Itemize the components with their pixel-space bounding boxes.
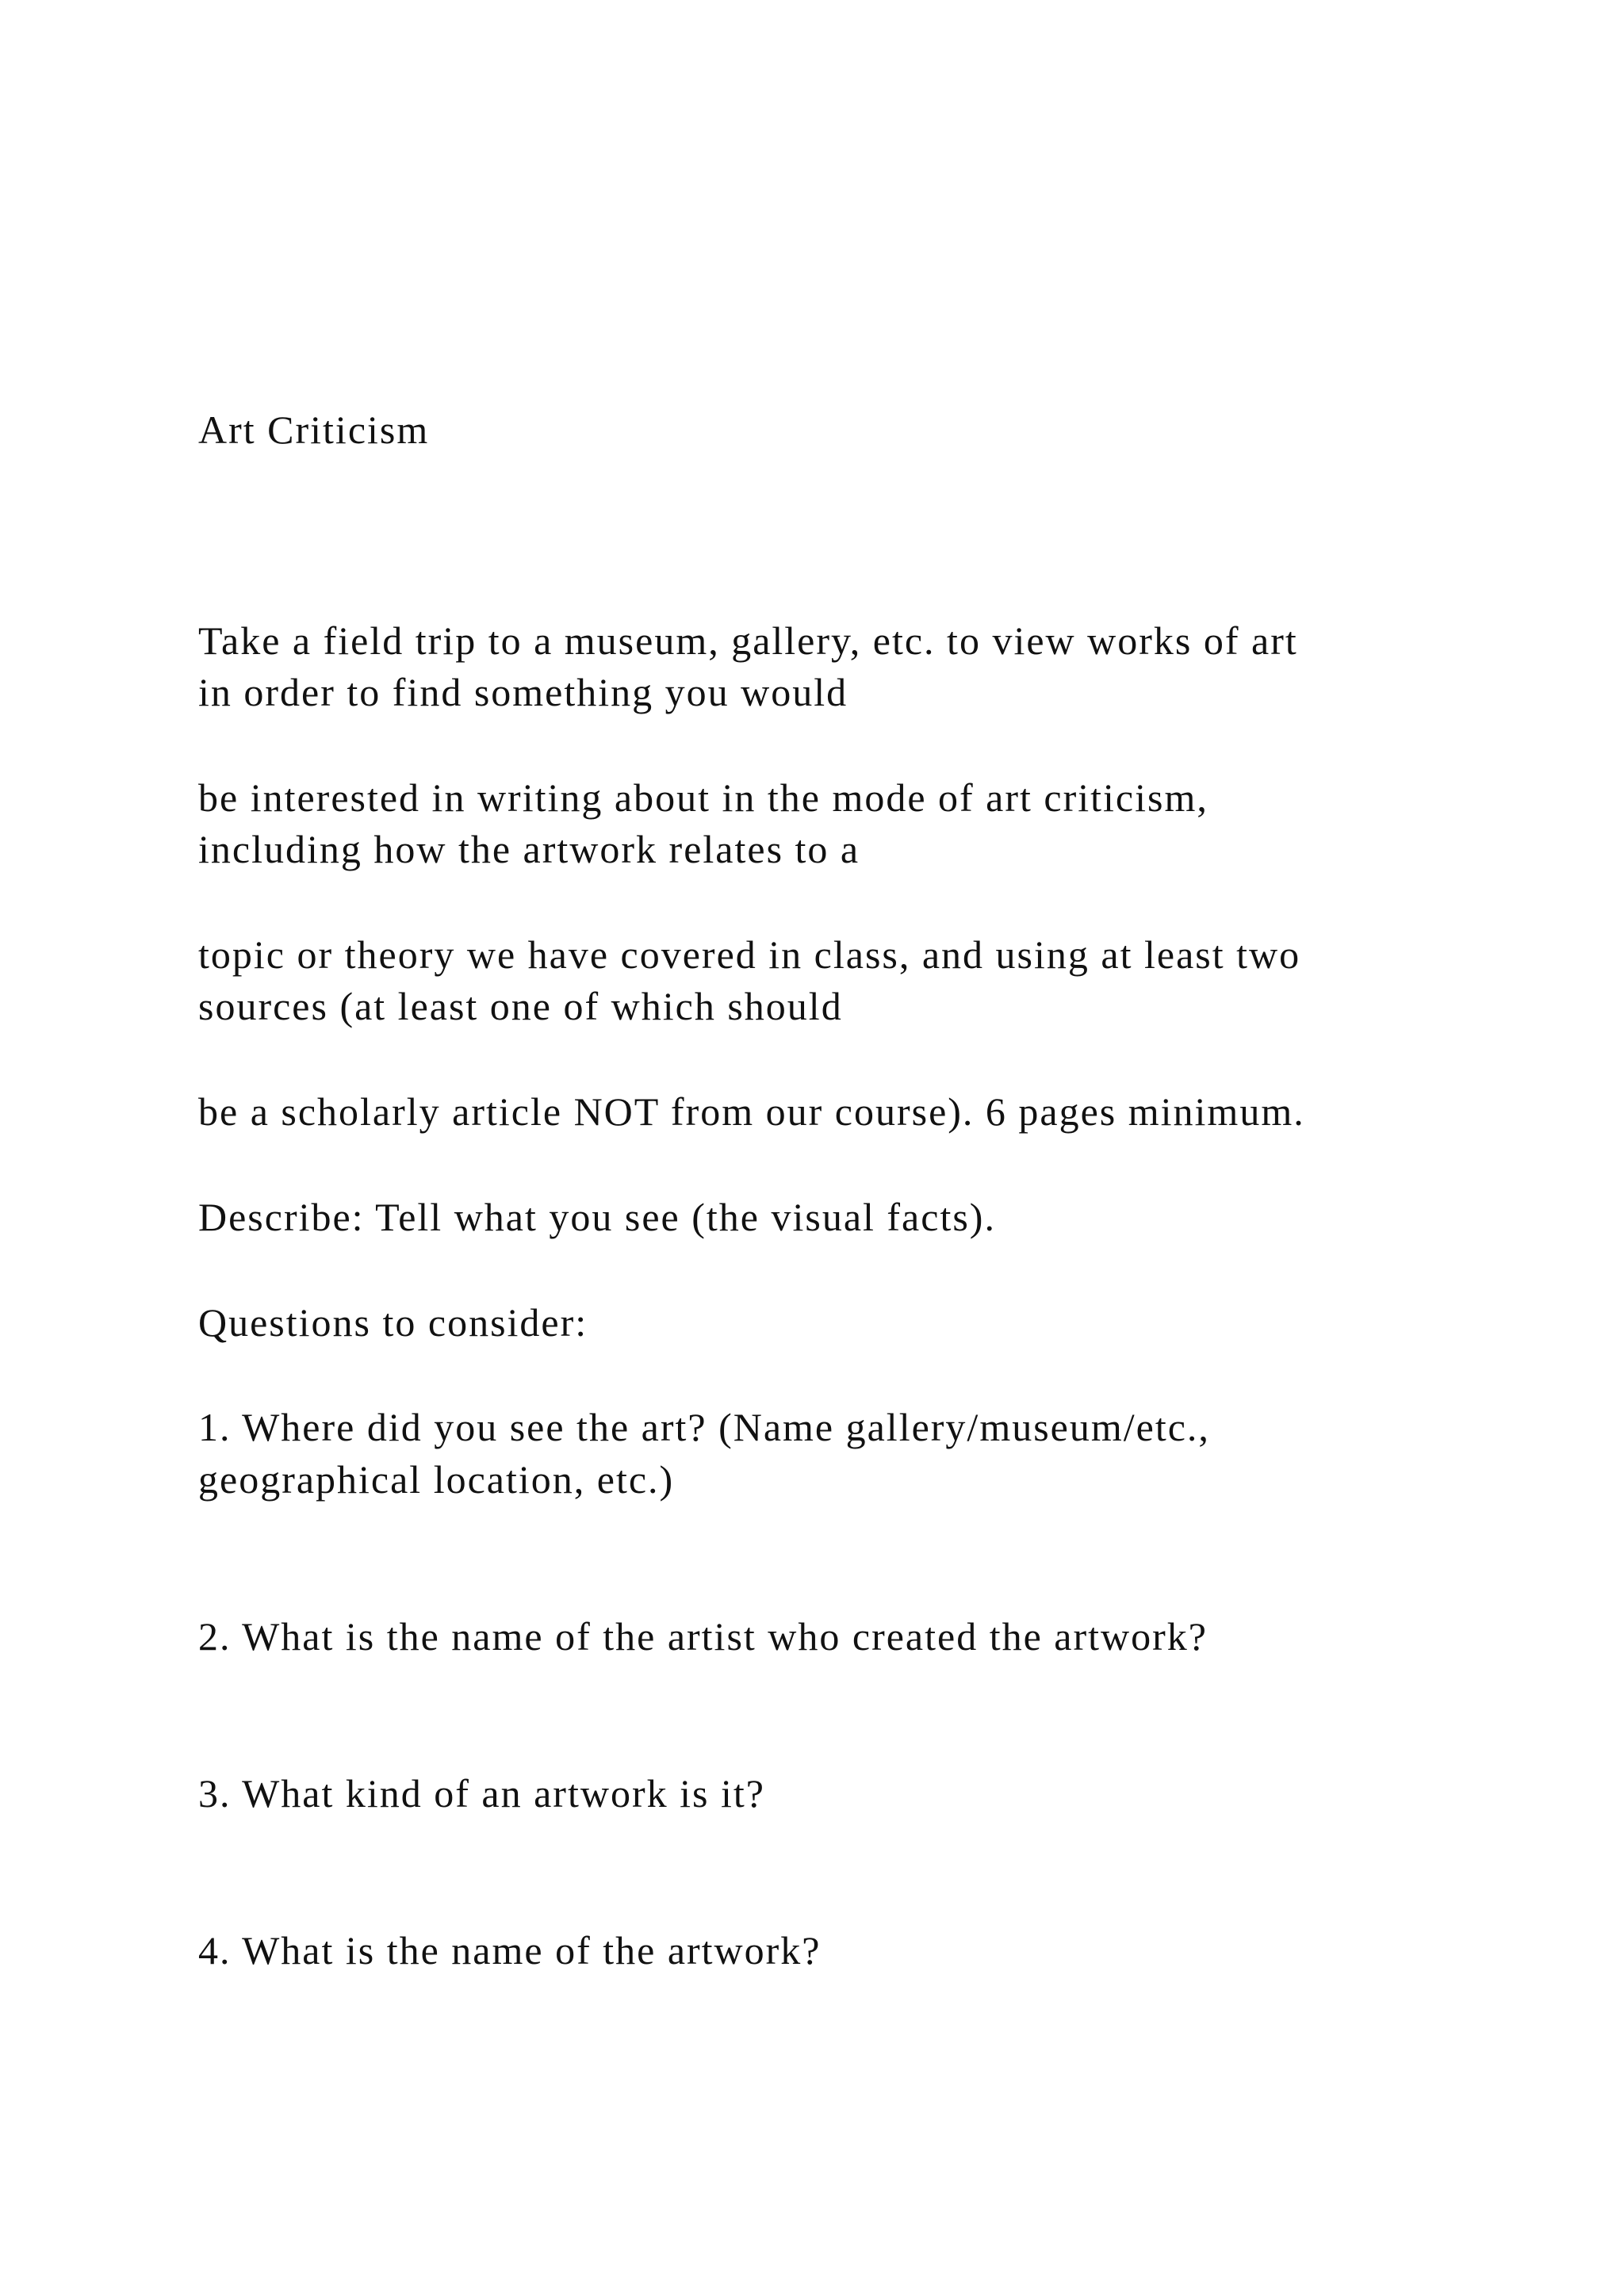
paragraph-2-line-2: including how the artwork relates to a bbox=[198, 827, 860, 871]
question-1-line-2: geographical location, etc.) bbox=[198, 1457, 675, 1502]
question-2: 2. What is the name of the artist who created the artwork? bbox=[198, 1614, 1208, 1659]
question-1-line-1: 1. Where did you see the art? (Name gallery/museum/etc., bbox=[198, 1405, 1210, 1449]
paragraph-2-line-1: be interested in writing about in the mode of art criticism, bbox=[198, 775, 1208, 820]
paragraph-1-line-2: in order to find something you would bbox=[198, 670, 848, 714]
paragraph-3-line-2: sources (at least one of which should bbox=[198, 984, 843, 1028]
questions-heading: Questions to consider: bbox=[198, 1300, 588, 1345]
describe-instruction: Describe: Tell what you see (the visual facts). bbox=[198, 1195, 996, 1239]
document-title: Art Criticism bbox=[198, 408, 430, 452]
paragraph-1-line-1: Take a field trip to a museum, gallery, etc. to view works of art bbox=[198, 618, 1298, 663]
paragraph-3-line-1: topic or theory we have covered in class, and using at least two bbox=[198, 932, 1301, 977]
question-4: 4. What is the name of the artwork? bbox=[198, 1928, 822, 1973]
paragraph-4: be a scholarly article NOT from our course). 6 pages minimum. bbox=[198, 1089, 1305, 1134]
question-3: 3. What kind of an artwork is it? bbox=[198, 1771, 765, 1816]
